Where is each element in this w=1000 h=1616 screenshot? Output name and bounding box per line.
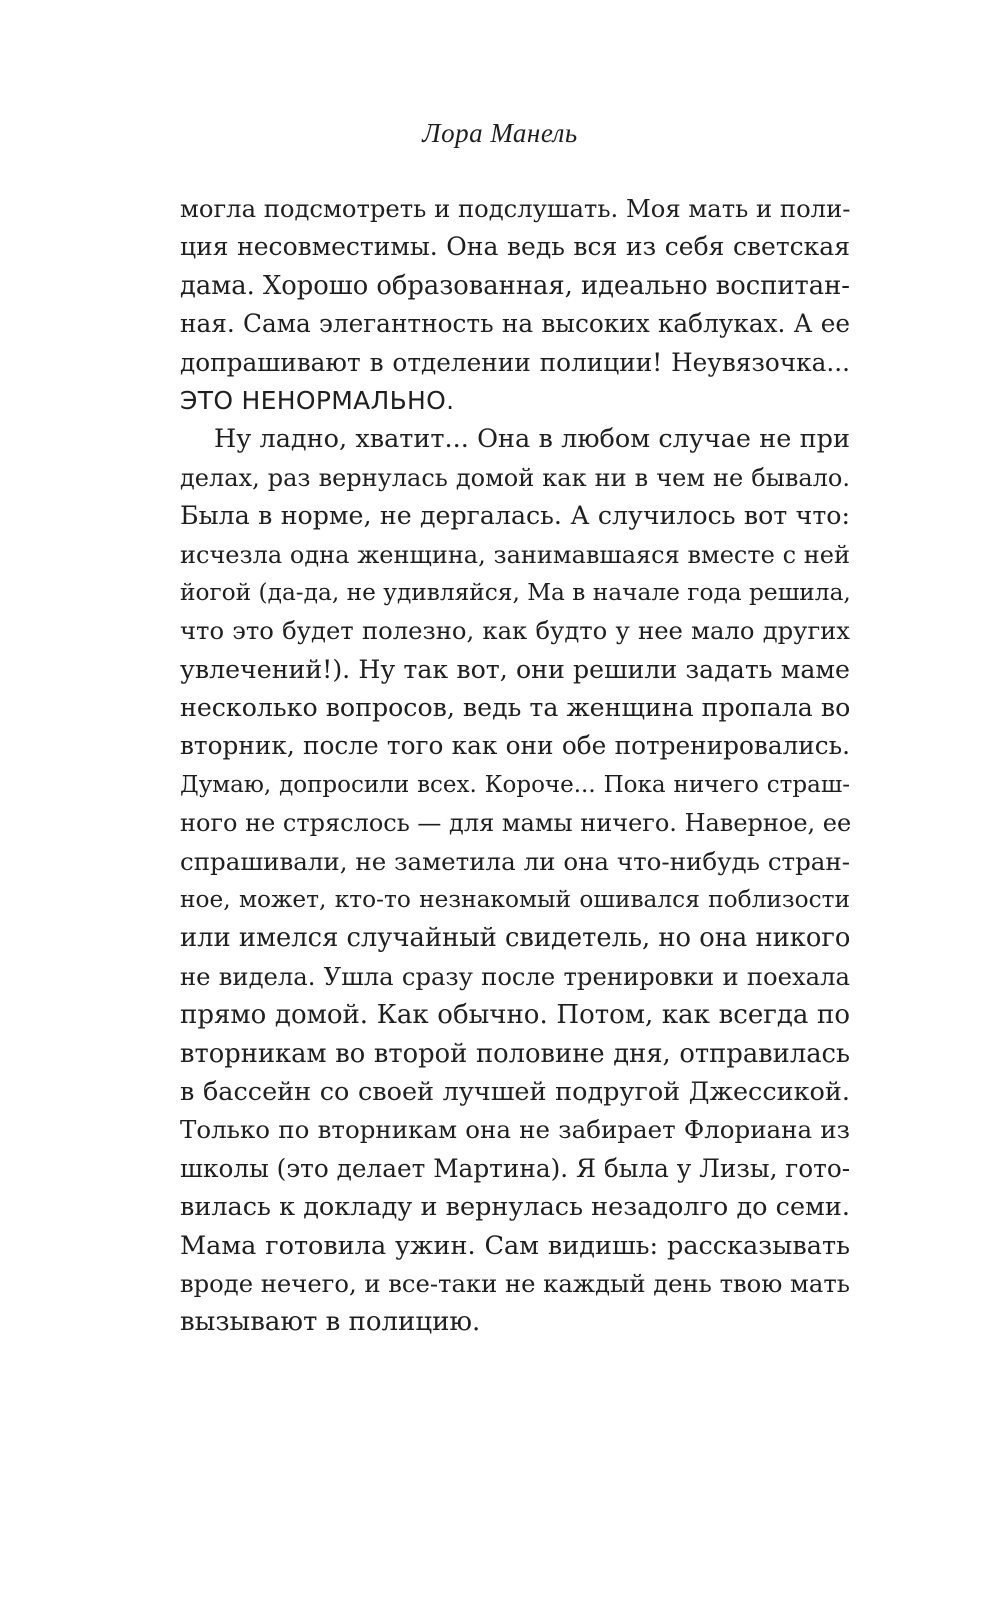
text-line: вилась к докладу и вернулась незадолго до семи. <box>180 1192 850 1223</box>
text-line: ция несовместимы. Она ведь вся из себя светская <box>180 232 850 262</box>
text-line: вроде нечего, и все-таки не каждый день твою мать <box>180 1268 850 1298</box>
text-line: спрашивали, не заметила ли она что-нибудь стран- <box>180 846 850 876</box>
text-line: Ну ладно, хватит... Она в любом случае не при <box>214 424 850 455</box>
running-header-author: Лора Манель <box>422 118 578 148</box>
body-text <box>180 190 850 1342</box>
text-line: прямо домой. Как обычно. Потом, как всегда по <box>180 1000 850 1031</box>
text-line: Была в норме, не дергалась. А случилось вот что: <box>180 501 850 531</box>
text-line: ЭТО НЕНОРМАЛЬНО. <box>180 385 455 415</box>
text-line: вторникам во второй половине дня, отправилась <box>180 1038 850 1069</box>
text-line: несколько вопросов, ведь та женщина пропала во <box>180 693 851 723</box>
text-line: Мама готовила ужин. Сам видишь: рассказывать <box>180 1230 850 1261</box>
text-line: дама. Хорошо образованная, идеально воспитан- <box>180 270 850 301</box>
text-line: Думаю, допросили всех. Короче... Пока ничего страш- <box>180 771 850 798</box>
text-line: исчезла одна женщина, занимавшаяся вместе с ней <box>180 540 850 569</box>
text-line: вторник, после того как они обе потренировались. <box>180 731 850 761</box>
text-line: ная. Сама элегантность на высоких каблуках. А ее <box>180 309 850 339</box>
text-line: увлечений!). Ну так вот, они решили задать маме <box>180 654 850 684</box>
text-line: что это будет полезно, как будто у нее мало других <box>180 616 850 646</box>
text-line: в бассейн со своей лучшей подругой Джессикой. <box>180 1076 850 1107</box>
text-line: йогой (да-да, не удивляйся, Ма в начале года решила, <box>180 578 851 606</box>
text-line: делах, раз вернулась домой как ни в чем не бывало. <box>180 463 850 492</box>
text-line: ное, может, кто-то незнакомый ошивался поблизости <box>180 886 850 914</box>
text-line: вызывают в полицию. <box>180 1307 481 1338</box>
text-line: или имелся случайный свидетель, но она никого <box>180 923 851 954</box>
text-line: Только по вторникам она не забирает Флориана из <box>180 1115 850 1145</box>
text-line: не видела. Ушла сразу после тренировки и поехала <box>180 961 850 991</box>
text-line: школы (это делает Мартина). Я была у Лизы, гото- <box>180 1153 851 1183</box>
text-line: могла подсмотреть и подслушать. Моя мать и поли- <box>180 194 851 223</box>
text-line: ного не стряслось — для мамы ничего. Наверное, ее <box>180 809 852 838</box>
text-line: допрашивают в отделении полиции! Неувязочка... <box>180 347 850 377</box>
